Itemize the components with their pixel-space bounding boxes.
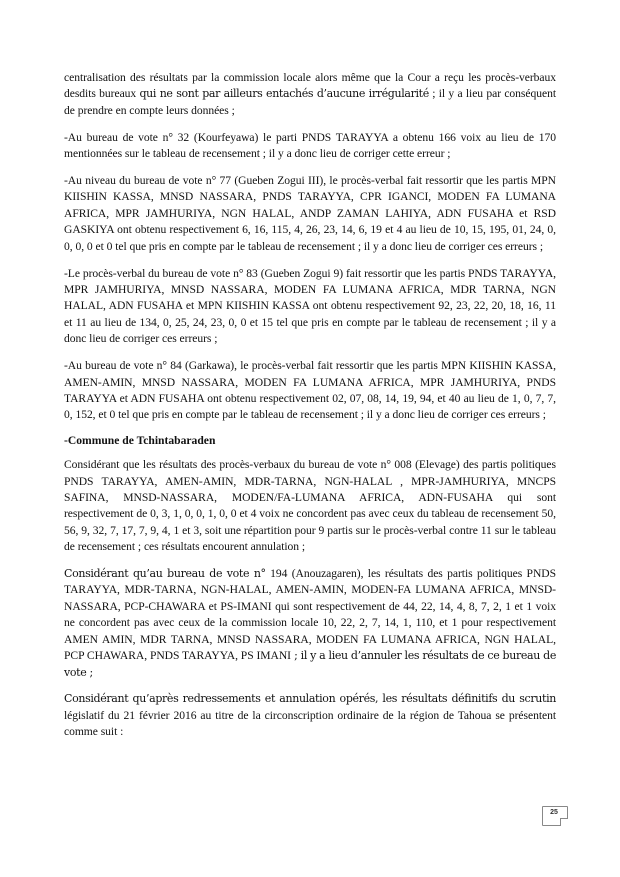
paragraph-bureau-77: -Au niveau du bureau de vote n° 77 (Gueben Zogui III), le procès-verbal fait ressortir que les partis MPN KIISHIN KASSA, MNSD NASSARA, PNDS TARAYYA, CPR IGANCI, MODEN FA LUMANA AFRICA, MPR JAMHURIYA, NGN HALAL, ANDP ZAMAN LAHIYA, ADN FUSAHA et RSD GASKIYA ont obtenu respectivement 6, 16, 115, 4, 26, 23, 14, 6, 19 et 4 au lieu de 10, 15, 195, 01, 24, 0, 0, 0, 0 et 0 tel que pris en compte par le tableau de recensement ; il y a donc lieu de corriger ces erreurs ; bbox=[64, 174, 556, 253]
page-number: 25 bbox=[550, 809, 558, 816]
text-segment: ; il y a lieu par conséquent de prendre en compte leurs données ; bbox=[64, 87, 556, 117]
paragraph-resultats-definitifs bbox=[64, 691, 556, 740]
page-number-badge bbox=[542, 806, 572, 830]
paragraph-centralisation bbox=[64, 70, 556, 119]
paragraph-bureau-83: -Le procès-verbal du bureau de vote n° 83 (Gueben Zogui 9) fait ressortir que les partis PNDS TARAYYA, MPR JAMHURIYA, MNSD NASSARA, MODEN FA LUMANA AFRICA, MDR TARNA, NGN HALAL, ADN FUSAHA et MPN KIISHIN KASSA ont obtenu respectivement 92, 23, 22, 20, 18, 16, 11 et 11 au lieu de 134, 0, 25, 24, 23, 0, 0 et 15 tel que pris en compte par le tableau de recensement ; il y a donc lieu de corriger ces erreurs ; bbox=[64, 266, 556, 346]
handwritten-insert: Considérant qu’après redressements et annulation opérés, les résultats définitifs du scrutin bbox=[64, 692, 556, 706]
text-segment: législatif du 21 février 2016 au titre de la circonscription ordinaire de la région de Tahoua se présentent comme suit : bbox=[64, 708, 556, 739]
text-segment: 194 (Anouzagaren), les résultats des partis politiques PNDS TARAYYA, MDR-TARNA, NGN-HALAL, AMEN-AMIN, MODEN-FA LUMANA AFRICA, MNSD-NASSARA, PCP-CHAWARA et PS-IMANI qui sont respectivement de 44, 22, 14, 4, 8, 7, 2, 1 et 1 voix ne concordent pas avec ceux de la commission locale 10, 22, 2, 7, 14, 1, 110, et 1 pour respectivement AMEN AMIN, MDR TARNA, MNSD NASSARA, MODEN FA LUMANA AFRICA, NGN HALAL, PCP CHAWARA, PNDS TARAYYA, PS IMANI bbox=[64, 567, 556, 663]
text-segment: centralisation des résultats par la commission locale alors même que la Cour a reçu les procès-verbaux desdits bureaux bbox=[64, 71, 556, 101]
section-heading-tchintabaraden: -Commune de Tchintabaraden bbox=[64, 433, 216, 447]
handwritten-insert: qui ne sont par ailleurs entachés d’aucune irrégularité bbox=[139, 87, 429, 101]
handwritten-insert: Considérant qu’au bureau de vote n° bbox=[64, 567, 266, 581]
paragraph-bureau-32: -Au bureau de vote n° 32 (Kourfeyawa) le parti PNDS TARAYYA a obtenu 166 voix au lieu de 170 mentionnées sur le tableau de recensement ; il y a donc lieu de corriger cette erreur ; bbox=[64, 130, 556, 161]
page-corner-fold-icon bbox=[560, 818, 568, 826]
paragraph-bureau-008: Considérant que les résultats des procès-verbaux du bureau de vote n° 008 (Elevage) des partis politiques PNDS TARAYYA, AMEN-AMIN, MDR-TARNA, NGN-HALAL , MPR-JAMHURIYA, MNCPS SAFINA, MNSD-NASSARA, MODEN/FA-LUMANA AFRICA, ADN-FUSAHA qui sont respectivement de 0, 3, 1, 0, 0, 1, 0, 0 et 4 voix ne concordent pas avec ceux du tableau de recensement 50, 56, 9, 32, 7, 17, 7, 9, 4, 1 et 3, soit une répartition pour 9 partis sur le procès-verbal contre 11 sur le tableau de recensement ; ces résultats encourent annulation ; bbox=[64, 458, 556, 554]
paragraph-bureau-84: -Au bureau de vote n° 84 (Garkawa), le procès-verbal fait ressortir que les partis MPN KIISHIN KASSA, AMEN-AMIN, MNSD NASSARA, MODEN FA LUMANA AFRICA, MPR JAMHURIYA, PNDS TARAYYA et ADN FUSAHA ont obtenu respectivement 02, 07, 08, 14, 19, 94, et 40 au lieu de 1, 0, 7, 7, 0, 152, et 0 tel que pris en compte par le tableau de recensement ; il y a donc lieu de corriger ces erreurs ; bbox=[64, 359, 556, 422]
paragraph-bureau-194 bbox=[64, 566, 556, 681]
handwritten-insert: ; il y a lieu d’annuler les résultats de ce bureau de vote ; bbox=[64, 649, 556, 679]
document-body bbox=[64, 70, 556, 751]
